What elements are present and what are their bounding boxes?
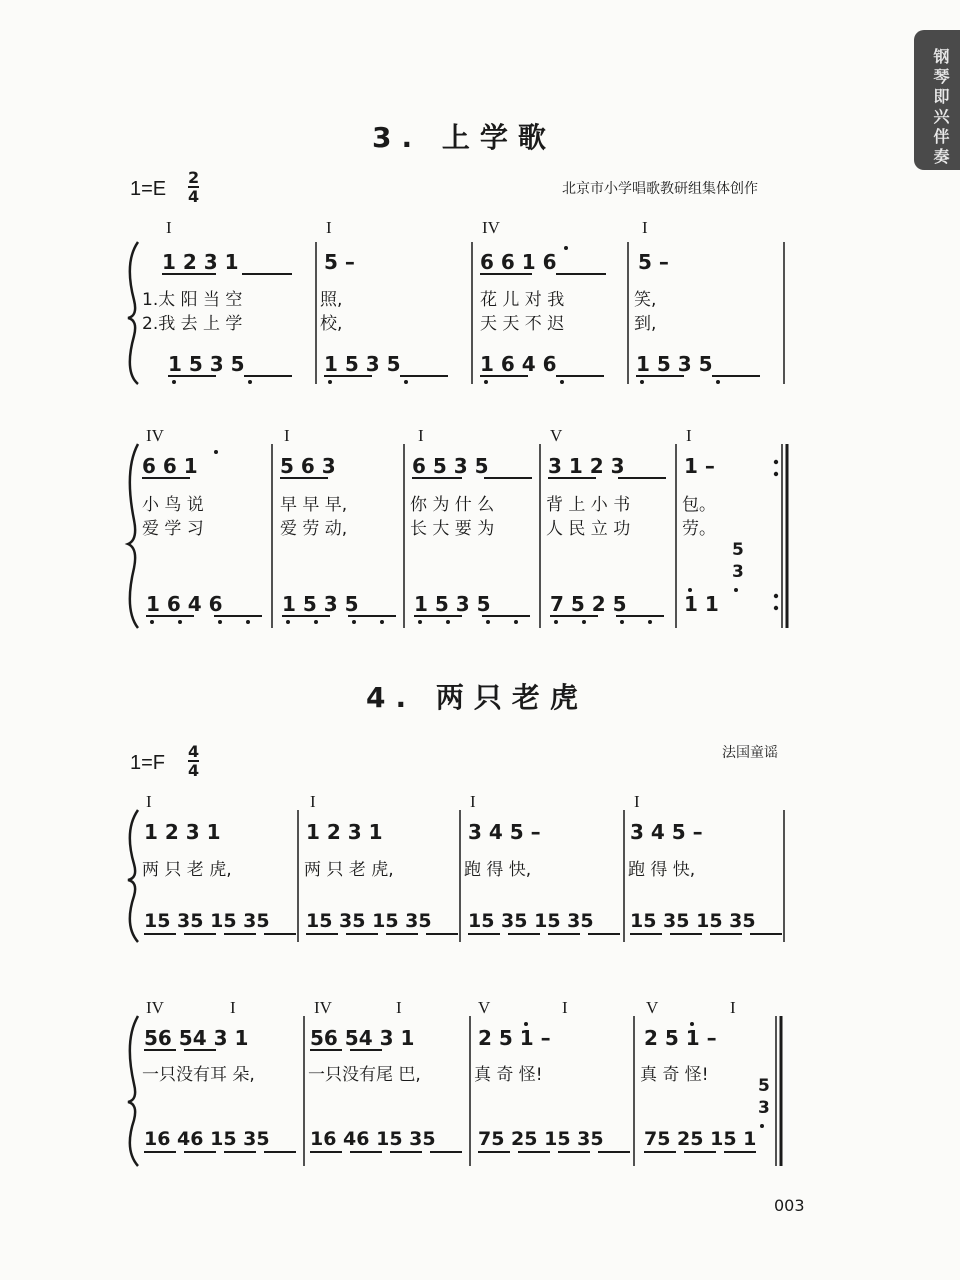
chord: V [478, 998, 491, 1017]
chord: I [634, 792, 640, 811]
melody-measure: 5 – [324, 250, 355, 274]
bass-measure: 1 5 3 5 [282, 592, 359, 616]
lyric: 小 鸟 说 [142, 495, 204, 515]
chord-stack-mid: 3 [758, 1098, 770, 1118]
melody-measure: 56 54 3 1 [310, 1026, 415, 1050]
chord: V [550, 426, 563, 445]
song3-title: 3. 上学歌 [372, 121, 556, 154]
brace [128, 810, 138, 942]
chord: IV [146, 998, 164, 1017]
melody-measure: 6 6 1 [142, 454, 198, 478]
bass-measure: 1 5 3 5 [636, 352, 713, 376]
chord-stack-top: 5 [758, 1076, 770, 1096]
bass-measure: 15 35 15 35 [468, 910, 594, 932]
lyric: 包。 [682, 495, 716, 515]
bass-measure: 1 1 [684, 592, 719, 616]
bass-measure: 16 46 15 35 [310, 1128, 436, 1150]
song3-credit: 北京市小学唱歌教研组集体创作 [562, 181, 758, 197]
bass-measure: 75 25 15 35 [478, 1128, 604, 1150]
lyric: 2.我 去 上 学 [142, 314, 243, 334]
chord: I [230, 998, 236, 1017]
chord: I [418, 426, 424, 445]
song3-key: 1=E [130, 178, 167, 200]
melody-measure: 3 1 2 3 [548, 454, 625, 478]
bass-measure: 7 5 2 5 [550, 592, 627, 616]
chord-stack-top: 5 [732, 540, 744, 560]
song4-time-top: 4 [188, 742, 200, 761]
melody-measure: 6 6 1 6 [480, 250, 557, 274]
lyric: 照, [320, 290, 343, 310]
lyric: 劳。 [682, 519, 716, 539]
lyric: 一只没有耳 朵, [142, 1065, 255, 1085]
lyric: 两 只 老 虎, [142, 860, 232, 880]
lyric: 跑 得 快, [628, 860, 696, 880]
chord: I [284, 426, 290, 445]
melody-measure: 6 5 3 5 [412, 454, 489, 478]
lyric: 真 奇 怪! [474, 1065, 543, 1085]
song4-title: 4. 两只老虎 [366, 681, 588, 714]
lyric: 一只没有尾 巴, [308, 1065, 421, 1085]
chord-stack-mid: 3 [732, 562, 744, 582]
melody-measure: 1 2 3 1 [306, 820, 383, 844]
bass-measure: 16 46 15 35 [144, 1128, 270, 1150]
chord: V [646, 998, 659, 1017]
melody-measure: 3 4 5 – [468, 820, 541, 844]
chord: I [642, 218, 648, 237]
bass-measure: 1 5 3 5 [414, 592, 491, 616]
lyric: 人 民 立 功 [546, 519, 631, 539]
bass-measure: 15 35 15 35 [630, 910, 756, 932]
lyric: 真 奇 怪! [640, 1065, 709, 1085]
song4-key: 1=F [130, 752, 166, 774]
bass-measure: 1 5 3 5 [324, 352, 401, 376]
chord: I [310, 792, 316, 811]
lyric: 早 早 早, [280, 495, 348, 515]
lyric: 长 大 要 为 [410, 519, 495, 539]
song4-credit: 法国童谣 [722, 745, 778, 761]
lyric: 爱 学 习 [142, 519, 204, 539]
lyric: 到, [634, 314, 657, 334]
bass-measure: 1 5 3 5 [168, 352, 245, 376]
brace [128, 1016, 138, 1166]
side-tab-label: 钢琴即兴伴奏 [931, 48, 950, 168]
song3-time-bottom: 4 [188, 187, 200, 206]
melody-measure: 2 5 1 – [478, 1026, 551, 1050]
bass-measure: 1 6 4 6 [146, 592, 223, 616]
chord: I [470, 792, 476, 811]
lyric: 爱 劳 动, [280, 519, 348, 539]
chord: I [326, 218, 332, 237]
lyric: 背 上 小 书 [546, 495, 631, 515]
brace [128, 242, 138, 384]
lyric: 校, [320, 314, 343, 334]
bass-measure: 1 6 4 6 [480, 352, 557, 376]
chord: I [730, 998, 736, 1017]
song4-time-bottom: 4 [188, 761, 200, 780]
melody-measure: 1 – [684, 454, 715, 478]
lyric: 天 天 不 迟 [480, 314, 565, 334]
lyric: 花 儿 对 我 [480, 290, 565, 310]
brace [128, 444, 138, 628]
page-number: 003 [774, 1196, 805, 1215]
melody-measure: 2 5 1 – [644, 1026, 717, 1050]
chord: I [166, 218, 172, 237]
lyric: 跑 得 快, [464, 860, 532, 880]
melody-measure: 1 2 3 1 [144, 820, 221, 844]
bass-measure: 75 25 15 1 [644, 1128, 757, 1150]
bass-measure: 15 35 15 35 [306, 910, 432, 932]
chord: I [146, 792, 152, 811]
melody-measure: 1 2 3 1 [162, 250, 239, 274]
chord: IV [314, 998, 332, 1017]
melody-measure: 5 6 3 [280, 454, 336, 478]
song3-time-top: 2 [188, 168, 200, 187]
chord: IV [482, 218, 500, 237]
lyric: 1.太 阳 当 空 [142, 290, 243, 310]
lyric: 笑, [634, 290, 657, 310]
chord: I [686, 426, 692, 445]
melody-measure: 5 – [638, 250, 669, 274]
melody-measure: 56 54 3 1 [144, 1026, 249, 1050]
chord: I [562, 998, 568, 1017]
lyric: 两 只 老 虎, [304, 860, 394, 880]
melody-measure: 3 4 5 – [630, 820, 703, 844]
lyric: 你 为 什 么 [410, 495, 495, 515]
bass-measure: 15 35 15 35 [144, 910, 270, 932]
chord: I [396, 998, 402, 1017]
chord: IV [146, 426, 164, 445]
